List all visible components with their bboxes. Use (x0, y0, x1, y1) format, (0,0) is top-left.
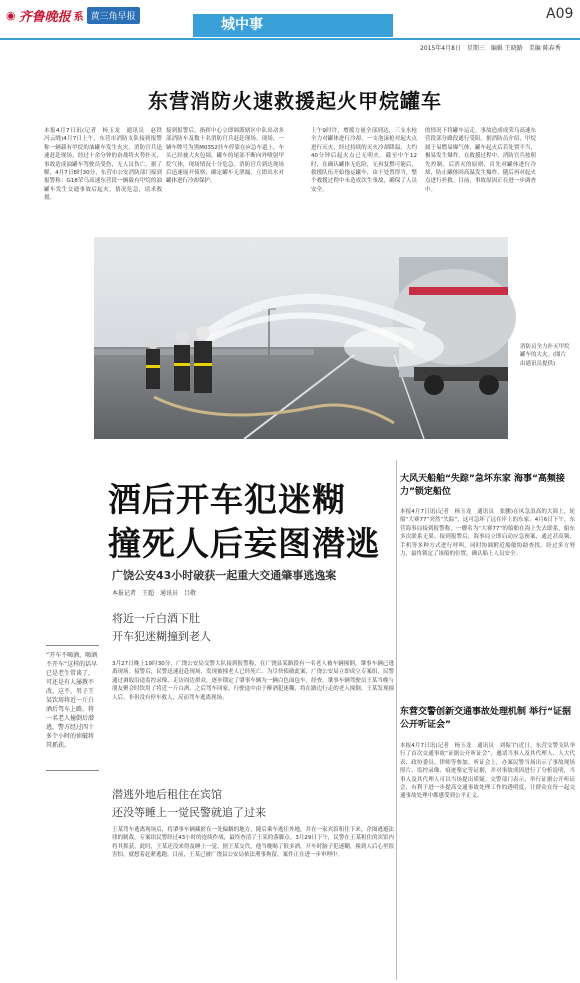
column-divider (396, 460, 397, 980)
editor-quote: “开车不喝酒，喝酒不开车”这样的话早已是老生常谈了，可还是有人屡教不改，这不，男子王某饮用将近一斤白酒后驾车上路，将一名老人撞倒后潜逃，警方经过四十多个小时的侦破将其抓获。 (46, 652, 98, 749)
article2-para2: 王某驾车逃离现场后，将肇事车辆藏匿在一处偏僻的地方，随后乘车逃往外地，并在一家宾馆租住下来，企图逃避法律的制裁。专案组民警经过43小时的连续作战，最终查清了王某的落脚点。3月29日下午，民警在王某租住的宾馆内将其抓获，此时，王某还没来得及睡上一觉。据王某交代，他当晚喝了很多酒，开车时脑子犯迷糊，撞到人后心里很害怕，就想着赶紧逃跑。目前，王某已被广饶县公安局依法刑事拘留，案件正在进一步审理中。 (112, 827, 394, 859)
article2-subhead1-line2: 开车犯迷糊撞到老人 (112, 630, 211, 643)
article1-col4: 的情况下将罐车运走。事故造成成荣乌高速东营段部分路段通行受阻。据消防员介绍，甲烷属于易燃易爆气体，罐车起火后若处置不当，极易发生爆炸。在救援过程中，消防官兵按照先控制、后消灭的原则，首先对罐体进行冷却，防止罐体因高温发生爆炸，随后再对起火点进行扑救。目前，事故原因正在进一步调查中。 (425, 128, 536, 193)
photo-caption: 消防员全力扑灭甲烷罐车的大火。(图片由通讯员提供) (520, 344, 570, 367)
article2-title-line1: 酒后开车犯迷糊 (108, 480, 346, 519)
article3-title: 大风天船舶“失踪”急坏东家 海事“高频接力”锁定船位 (400, 474, 565, 497)
article2-subtitle: 广饶公安43小时破获一起重大交通肇事逃逸案 (112, 569, 337, 582)
article4-body: 本报4月7日讯(记者 杨玉龙 通讯员 刘振宇)近日，东营交警支队举行了首次交通事故“证据公开听证会”，邀请当事人及其代理人、人大代表、政协委员、律师等参加。听证会上，办案民警当场出示了事故现场照片、监控录像、痕迹鉴定等证据，并对事故成因进行了分析说明，当事人及其代理人可以当场提出质疑。交警部门表示，举行证据公开听证会，有利于进一步提高交通事故处理工作的透明度，让群众在每一起交通事故处理中都感受到公平正义。 (400, 743, 575, 800)
article2-byline: 本报记者 王超 通讯员 吕敬 (112, 590, 197, 597)
dateline: 2015年4月8日 星期三 编辑 王晓路 美编 陈春秀 (420, 45, 561, 52)
article1-col2: 接到报警后，指挥中心立即调派辖区中队出动多部消防车及数十名消防官兵赶赴现场。现场，一辆车牌号为黑M0352挂车停靠在应急车道上，车头已经被大火包围，罐车的尾部不断向外喷射甲烷气体，现场情况十分危急。消防官兵到达现场后迅速展开侦察，确定罐车无泄漏，立即出水对罐体进行冷却保护。 (166, 128, 284, 185)
article1-title: 东营消防火速救援起火甲烷罐车 (148, 89, 442, 113)
page-number: A09 (546, 6, 574, 22)
article1-col3: 上午9时许，增援力量全部到达，三支水枪全力对罐体进行冷却，一支泡沫枪对起火点进行灭火，经过持续的灭火冷却降温，大约40分钟后起火点已无明火。截至中午12时，在确认罐体无危险，无再复燃可能后，救援队伍开始拖运罐车，由于处置得当，整个救援过程中未造成次生事故，确保了人员安全。 (311, 128, 417, 193)
edition-tag: 黄三角早报 (87, 7, 140, 24)
header-rule (0, 38, 580, 40)
masthead (0, 0, 580, 40)
brand-name: 齐鲁晚报 (18, 10, 71, 25)
brand-series: 系 (73, 12, 84, 23)
article1-col1: 本报4月7日讯(记者 杨玉龙 通讯员 赵铁 冯云晓)4月7日上午，东营市消防支队接到报警称一辆载有甲烷的油罐车发生火灾，消防官兵迅速赶赴现场，经过十余分钟的奋战将火势扑灭，事故造成油罐车驾驶员受伤，无人员伤亡。据了解，4月7日8时30分，东营市公安消防部门接到报警称：G18荣乌高速东营段一辆载有甲烷的油罐车发生交通事故后起火，情况危急，请求救援。 (44, 128, 168, 202)
article2-subhead2-line2: 还没等睡上一觉民警就追了过来 (112, 806, 266, 819)
article2-para1: 3月27日晚上19时30分，广饶公安局交警大队接到报警称，在广饶县某路段有一名老人被车辆撞倒，肇事车辆已逃离现场。接警后，民警迅速赶赴现场，发现被撞老人已经死亡。为尽快侦破此案，广饶公安局立即成立专案组，民警通过调取沿途监控录像、走访周边群众，逐步锁定了肇事车辆为一辆白色面包车。经查，肇事车辆驾驶员王某当晚与朋友聚会时饮用了将近一斤白酒，之后驾车回家，行驶途中由于醉酒犯迷糊，将在路边行走的老人撞倒，王某发现撞人后，非但没有停车救人，反而驾车逃离现场。 (112, 661, 394, 701)
article2-subhead1-line1: 将近一斤白酒下肚 (112, 612, 200, 625)
article2-subhead2-line1: 潜逃外地后租住在宾馆 (112, 788, 222, 801)
brand-logo-icon: ◉ (6, 9, 16, 22)
article3-body: 本报4月7日讯(记者 杨玉龙 通讯员 张鹏)在风急浪高的大海上，轮船“大赛77”突然“失踪”，这可急坏了远在岸上的东家。4月6日下午，东营海事局接到报警称，一艘名为“大赛77”的船舶在海上失去联系，船东多次联系无果。接到报警后，海事局立即启动应急预案，通过甚高频、手机等多种方式进行呼叫，同时协调附近船舶协助查找。经过多方努力，最终锁定了该船的位置，确认船上人员安全。 (400, 509, 575, 558)
quote-rule-top (46, 645, 99, 646)
section-title: 城中事 (193, 14, 393, 37)
article2-title-line2: 撞死人后妄图潜逃 (108, 524, 380, 563)
article4-title: 东营交警创新交通事故处理机制 举行“证据公开听证会” (400, 707, 572, 730)
brand (6, 6, 140, 25)
firefighting-photo (94, 237, 508, 439)
quote-rule-bottom (46, 770, 99, 771)
